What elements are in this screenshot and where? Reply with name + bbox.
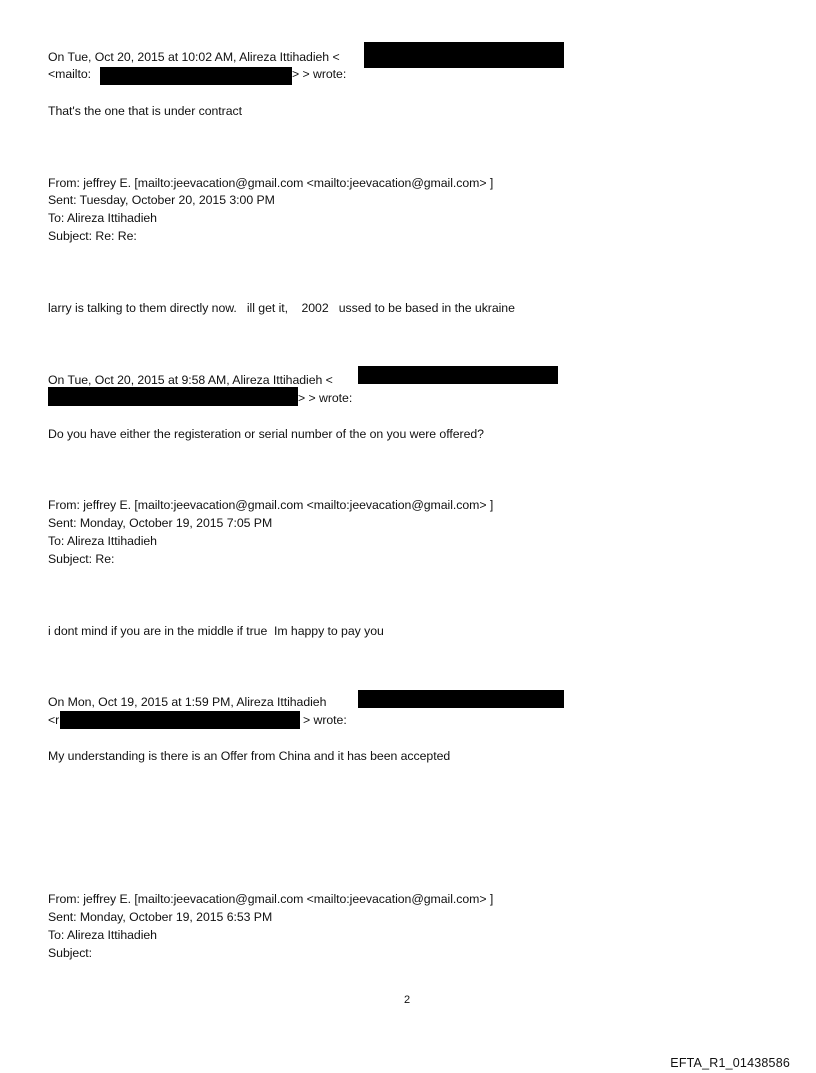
quote-header-wrote: > > wrote: [292,67,347,81]
header-to: To: Alireza Ittihadieh [48,928,157,942]
quote-header-line: On Tue, Oct 20, 2015 at 9:58 AM, Alireza Ittihadieh < [48,373,333,387]
header-from: From: jeffrey E. [mailto:jeevacation@gmail.com <mailto:jeevacation@gmail.com> ] [48,176,494,190]
header-to: To: Alireza Ittihadieh [48,211,157,225]
header-subject: Subject: Re: [48,552,115,566]
redaction-bar [48,387,298,406]
message-body: My understanding is there is an Offer from China and it has been accepted [48,749,451,763]
header-to: To: Alireza Ittihadieh [48,534,157,548]
header-subject: Subject: [48,946,93,960]
header-from: From: jeffrey E. [mailto:jeevacation@gmail.com <mailto:jeevacation@gmail.com> ] [48,498,494,512]
message-body: i dont mind if you are in the middle if true Im happy to pay you [48,624,384,638]
page-number: 2 [404,994,411,1006]
header-from: From: jeffrey E. [mailto:jeevacation@gmail.com <mailto:jeevacation@gmail.com> ] [48,892,494,906]
redaction-bar [358,366,558,384]
header-sent: Sent: Monday, October 19, 2015 7:05 PM [48,516,273,530]
message-body: Do you have either the registeration or serial number of the on you were offered? [48,427,484,441]
quote-header-mailto: <mailto: [48,67,91,81]
quote-header-wrote: > wrote: [303,713,347,727]
redaction-bar [364,42,564,68]
message-body: That's the one that is under contract [48,104,242,118]
redaction-bar [358,690,564,708]
redaction-bar [60,711,300,729]
header-sent: Sent: Monday, October 19, 2015 6:53 PM [48,910,273,924]
quote-header-line: On Tue, Oct 20, 2015 at 10:02 AM, Alireza Ittihadieh < [48,50,340,64]
quote-header-mailto: <r [48,713,60,727]
header-subject: Subject: Re: Re: [48,229,137,243]
message-body: larry is talking to them directly now. ill get it, 2002 ussed to be based in the ukraine [48,301,515,315]
quote-header-line: On Mon, Oct 19, 2015 at 1:59 PM, Alireza Ittihadieh [48,695,327,709]
quote-header-wrote: > > wrote: [298,391,353,405]
redaction-bar [100,67,292,85]
document-id: EFTA_R1_01438586 [670,1056,790,1070]
header-sent: Sent: Tuesday, October 20, 2015 3:00 PM [48,193,275,207]
